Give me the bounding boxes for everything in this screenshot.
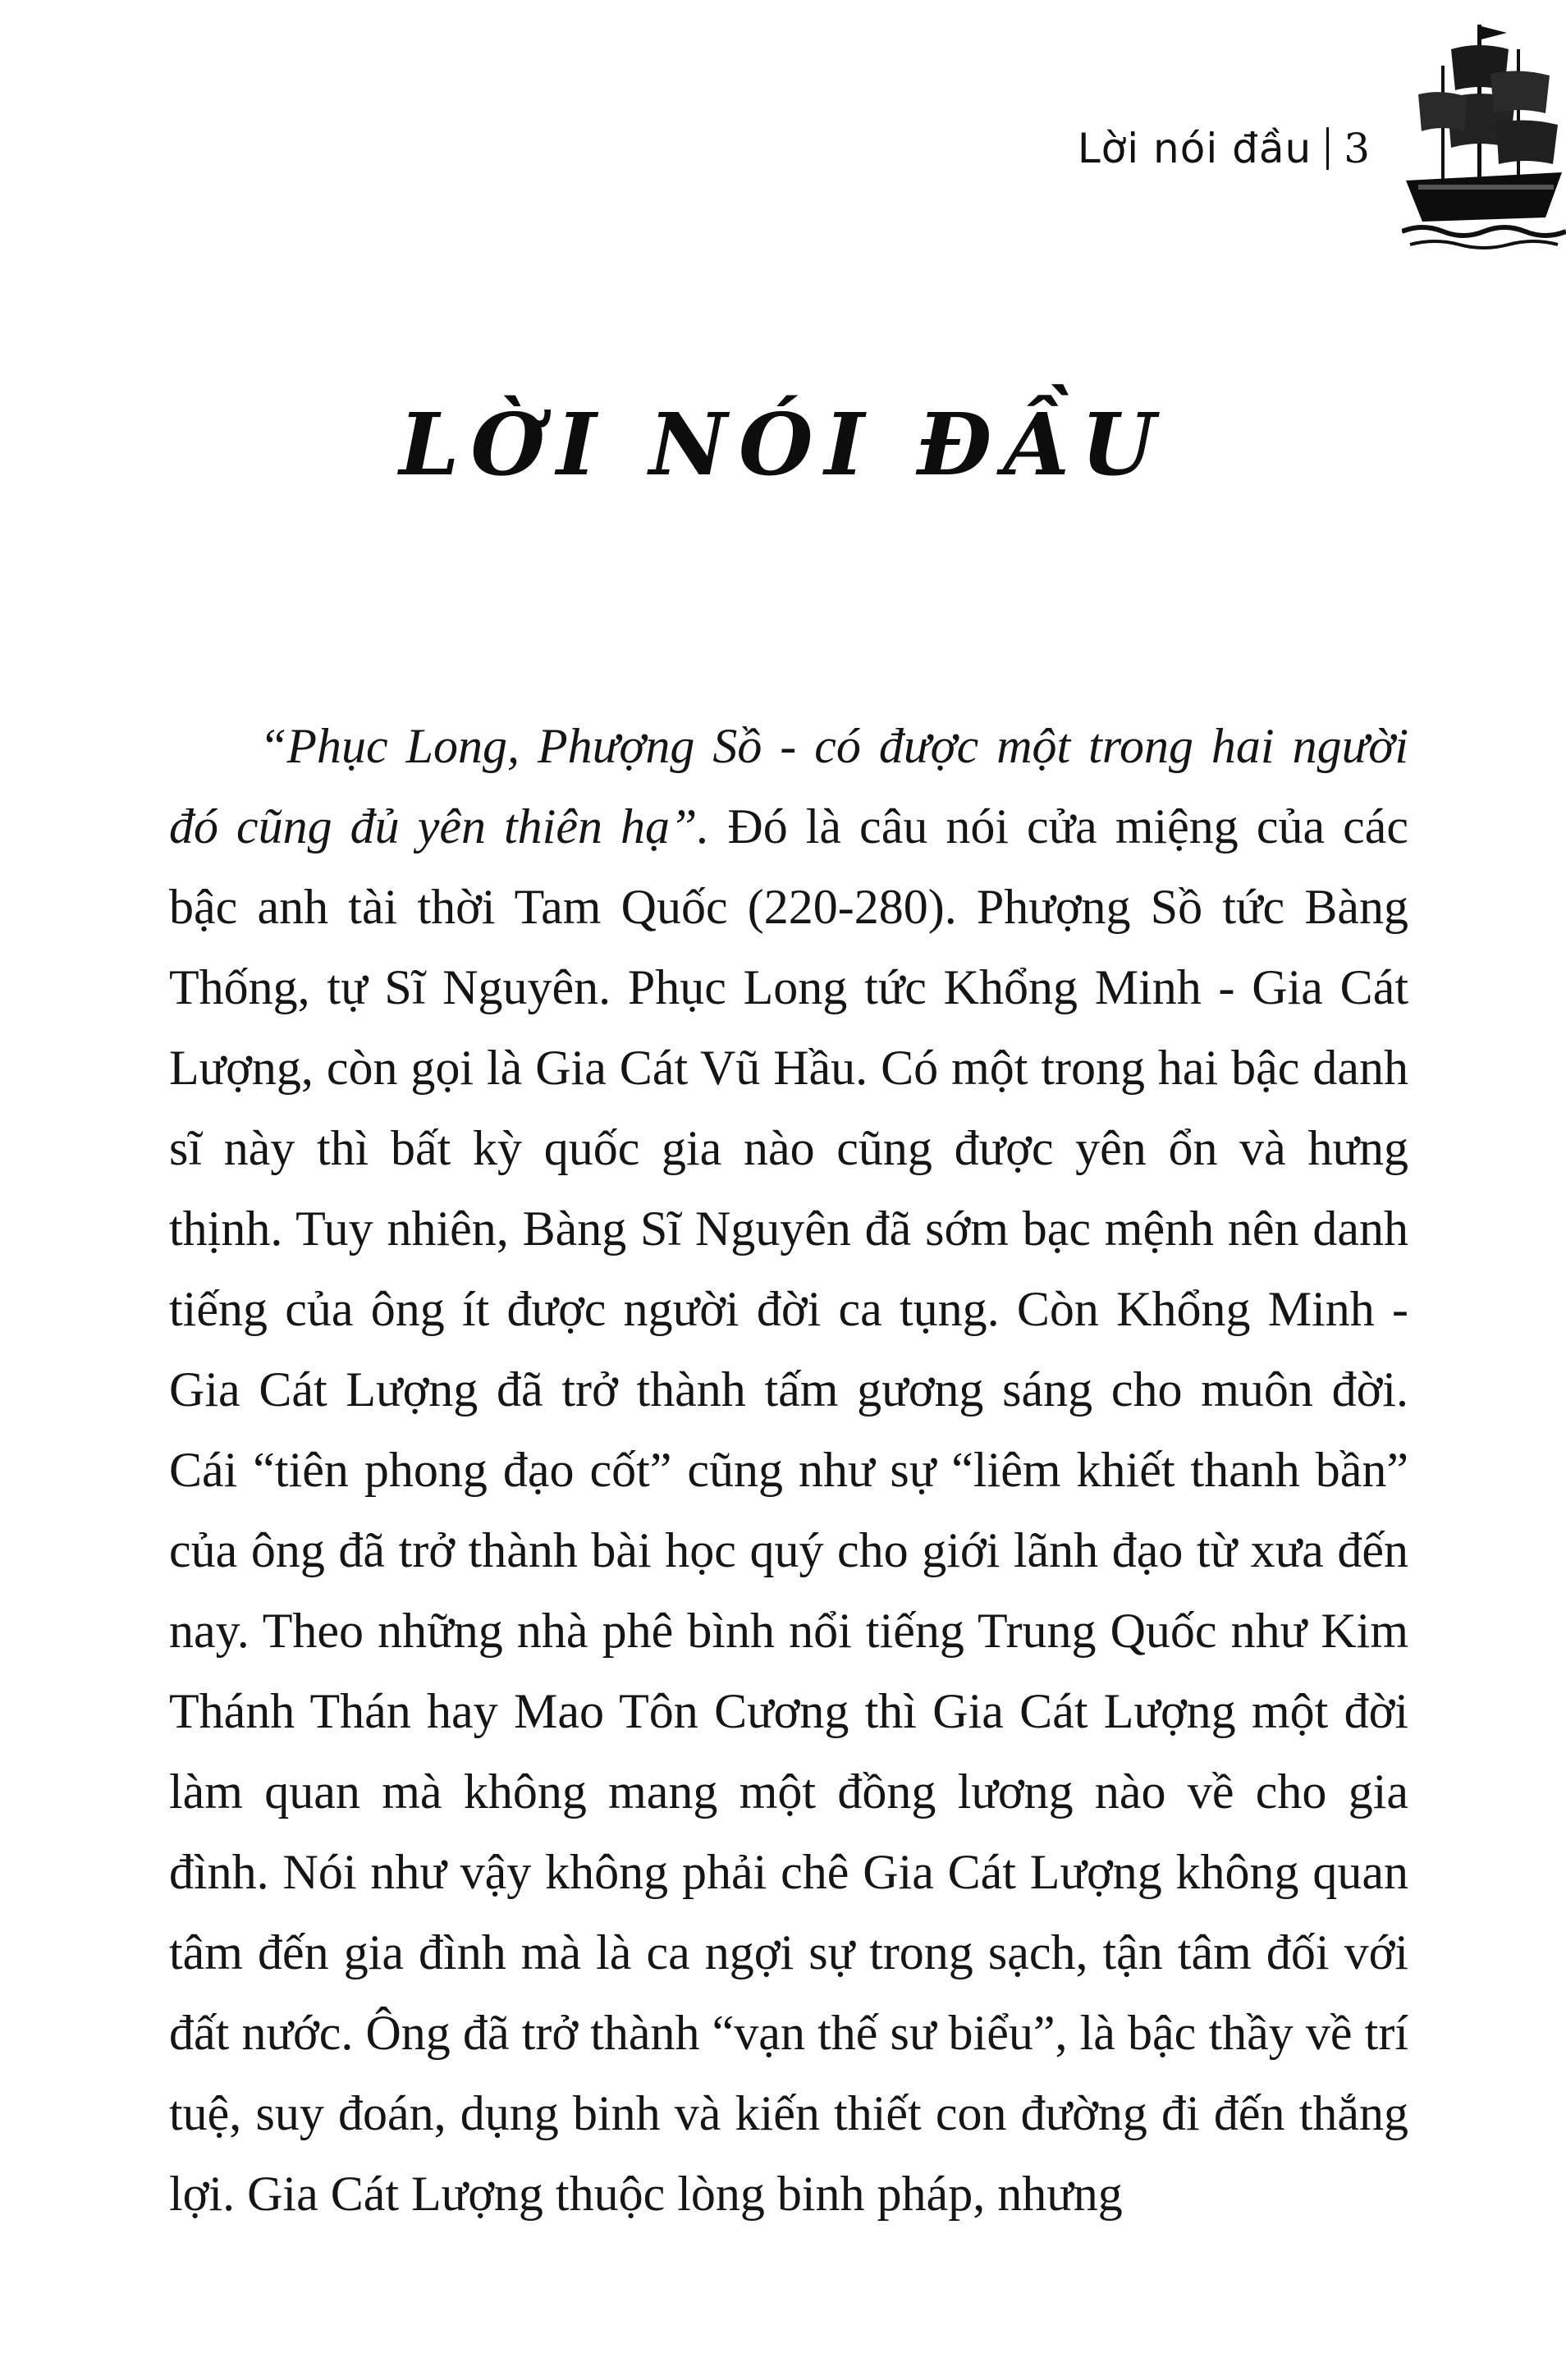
sailing-ship-icon xyxy=(1402,16,1566,254)
chapter-title: LỜI NÓI ĐẦU xyxy=(399,394,1167,495)
paragraph-text: Đó là câu nói cửa miệng của các bậc anh tài thời Tam Quốc (220-280). Phượng Sồ tức Bàng Thống, tự Sĩ Nguyên. Phục Long tức Khổng Minh - Gia Cát Lượng, còn gọi là Gia Cát Vũ Hầu. Có một trong hai bậc danh sĩ này thì bất kỳ quốc gia nào cũng được yên ổn và hưng thịnh. Tuy nhiên, Bàng Sĩ Nguyên đã sớm bạc mệnh nên danh tiếng của ông ít được người đời ca tụng. Còn Khổng Minh - Gia Cát Lượng đã trở thành tấm gương sáng cho muôn đời. Cái “tiên phong đạo cốt” cũng như sự “liêm khiết thanh bần” của ông đã trở thành bài học quý cho giới lãnh đạo từ xưa đến nay. Theo những nhà phê bình nổi tiếng Trung Quốc như Kim Thánh Thán hay Mao Tôn Cương thì Gia Cát Lượng một đời làm quan mà không mang một đồng lương nào về cho gia đình. Nói như vậy không phải chê Gia Cát Lượng không quan tâm đến gia đình mà là ca ngợi sự trong sạch, tận tâm đối với đất nước. Ông đã trở thành “vạn thế sư biểu”, là bậc thầy về trí tuệ, suy đoán, dụng binh và kiến thiết con đường đi đến thắng lợi. Gia Cát Lượng thuộc lòng binh pháp, nhưng xyxy=(169,799,1409,2221)
paragraph xyxy=(169,706,1408,2234)
header-divider xyxy=(1326,127,1329,170)
body-text xyxy=(169,706,1408,2234)
page-number: 3 xyxy=(1344,125,1371,172)
running-header xyxy=(1078,125,1371,172)
opening-quote: “Phục Long, Phượng Sồ - có được một trong hai người đó cũng đủ yên thiên hạ”. xyxy=(169,719,1408,854)
section-title: Lời nói đầu xyxy=(1077,125,1312,172)
